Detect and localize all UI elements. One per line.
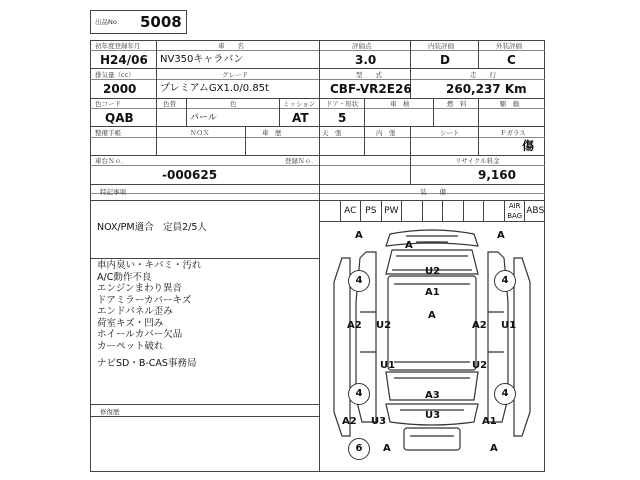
color-change-label: 色替 bbox=[163, 100, 176, 108]
equipment-cell bbox=[401, 201, 422, 221]
grade-label: グレード bbox=[222, 71, 248, 79]
mileage-value: 260,237 Km bbox=[446, 82, 527, 96]
equipment-cell bbox=[319, 201, 340, 221]
front-glass-value: 傷 bbox=[522, 139, 535, 153]
chassis-number-label: 車台Ｎｏ． bbox=[95, 157, 128, 165]
interior-rating-label: 内装評価 bbox=[428, 42, 454, 50]
wheel-right-front: 4 bbox=[494, 270, 516, 292]
color-value: パール bbox=[190, 113, 217, 123]
color-code-label: 色コード bbox=[95, 100, 121, 108]
grade-value: プレミアムGX1.0/0.85t bbox=[160, 83, 269, 94]
wheel-right-rear: 4 bbox=[494, 383, 516, 405]
inspection-label: 車 検 bbox=[390, 100, 410, 108]
interior-trim-label: 内 張 bbox=[376, 129, 396, 137]
mark-left-u1: U1 bbox=[380, 360, 396, 371]
note-line: 荷室キズ・凹み bbox=[97, 317, 164, 329]
wheel-left-front: 4 bbox=[348, 270, 370, 292]
mark-right-u1: U1 bbox=[501, 320, 517, 331]
spare-tire: 6 bbox=[348, 438, 370, 460]
mark-bottom-left-a: A bbox=[383, 443, 391, 454]
mark-rear-right-a1: A1 bbox=[482, 416, 497, 427]
displacement-value: 2000 bbox=[103, 82, 137, 96]
headliner-label: 天 張 bbox=[322, 129, 342, 137]
model-value: NV350キャラバン bbox=[160, 54, 244, 65]
equipment-cell bbox=[483, 201, 504, 221]
seat-label: シート bbox=[440, 129, 460, 137]
mark-left-u2: U2 bbox=[376, 320, 392, 331]
mark-left-a2: A2 bbox=[347, 320, 362, 331]
chassis-number-value: -000625 bbox=[162, 168, 218, 182]
note-line: 車内臭い・キバミ・汚れ bbox=[97, 260, 202, 271]
notes-extra: ナビSD・B-CAS事務局 bbox=[97, 358, 197, 369]
repair-history-label: 修復歴 bbox=[100, 408, 120, 416]
score-value: 3.0 bbox=[355, 53, 377, 67]
equipment-cell: AIR BAG bbox=[504, 201, 525, 221]
equipment-label: 装 備 bbox=[420, 188, 446, 196]
mark-front-mid: A bbox=[405, 240, 413, 251]
displacement-label: 排気量（cc） bbox=[95, 71, 135, 79]
mark-center-a: A bbox=[428, 310, 436, 321]
registration-number-label: 登録Ｎｏ． bbox=[285, 157, 318, 165]
mileage-label: 走 行 bbox=[470, 71, 496, 79]
equipment-cell: AC bbox=[340, 201, 361, 221]
mark-front-right: A bbox=[497, 230, 505, 241]
equipment-cell: ABS bbox=[524, 201, 545, 221]
first-registration-label: 初年度登録年月 bbox=[95, 42, 141, 50]
transmission-label: ミッション bbox=[283, 100, 316, 108]
equipment-cell: PW bbox=[381, 201, 402, 221]
notes-label: 特記事項 bbox=[100, 188, 126, 196]
car-damage-diagram bbox=[320, 222, 544, 472]
notes-list bbox=[97, 260, 202, 352]
exterior-rating-label: 外装評価 bbox=[496, 42, 522, 50]
lot-number-label: 出品No． bbox=[95, 18, 124, 26]
mark-right-a2: A2 bbox=[472, 320, 487, 331]
equipment-cell bbox=[422, 201, 443, 221]
mark-rear-a3: A3 bbox=[425, 390, 440, 401]
drive-label: 駆 動 bbox=[500, 100, 520, 108]
wheel-left-rear: 4 bbox=[348, 383, 370, 405]
lot-number: 5008 bbox=[140, 13, 182, 31]
color-code-value: QAB bbox=[105, 111, 134, 125]
mark-rear-left-a2: A2 bbox=[342, 416, 357, 427]
history-label: 車 歴 bbox=[262, 129, 282, 137]
mark-front-left: A bbox=[355, 230, 363, 241]
exterior-rating-value: C bbox=[507, 53, 516, 67]
mark-roof-u2: U2 bbox=[425, 266, 441, 277]
first-registration-value: H24/06 bbox=[100, 53, 148, 67]
doors-value: 5 bbox=[338, 111, 347, 125]
doors-label: ドア・形状 bbox=[326, 100, 359, 108]
mark-bottom-right-a: A bbox=[490, 443, 498, 454]
note-line: ホイールカバー欠品 bbox=[97, 329, 183, 340]
score-label: 評価点 bbox=[352, 42, 372, 50]
type-value: CBF-VR2E26 bbox=[330, 82, 412, 96]
note-line: エンドパネル歪み bbox=[97, 306, 173, 317]
equipment-cell bbox=[442, 201, 463, 221]
mark-rear-left-u3: U3 bbox=[371, 416, 387, 427]
notes-top: NOX/PM適合 定員2/5人 bbox=[97, 222, 207, 233]
mark-rear-u3: U3 bbox=[425, 410, 441, 421]
type-label: 型 式 bbox=[356, 71, 382, 79]
note-line: エンジンまわり異音 bbox=[97, 283, 183, 294]
fuel-label: 燃 料 bbox=[447, 100, 467, 108]
transmission-value: AT bbox=[292, 111, 309, 125]
color-label: 色 bbox=[230, 100, 237, 108]
front-glass-label: Ｆガラス bbox=[500, 129, 526, 137]
note-line: ドアミラーカバーキズ bbox=[97, 294, 192, 306]
note-line: A/C動作不良 bbox=[97, 271, 152, 283]
equipment-cell: PS bbox=[360, 201, 381, 221]
model-label: 車 名 bbox=[218, 42, 244, 50]
recycle-fee-value: 9,160 bbox=[478, 168, 516, 182]
mark-right-u2: U2 bbox=[472, 360, 488, 371]
nox-label: ＮＯＸ bbox=[190, 129, 210, 137]
equipment-cell bbox=[463, 201, 484, 221]
interior-rating-value: D bbox=[440, 53, 450, 67]
note-line: カーペット破れ bbox=[97, 340, 164, 352]
mark-roof-a1: A1 bbox=[425, 287, 440, 298]
recycle-fee-label: リサイクル料金 bbox=[455, 157, 500, 165]
maintenance-log-label: 整備手帳 bbox=[95, 129, 121, 137]
